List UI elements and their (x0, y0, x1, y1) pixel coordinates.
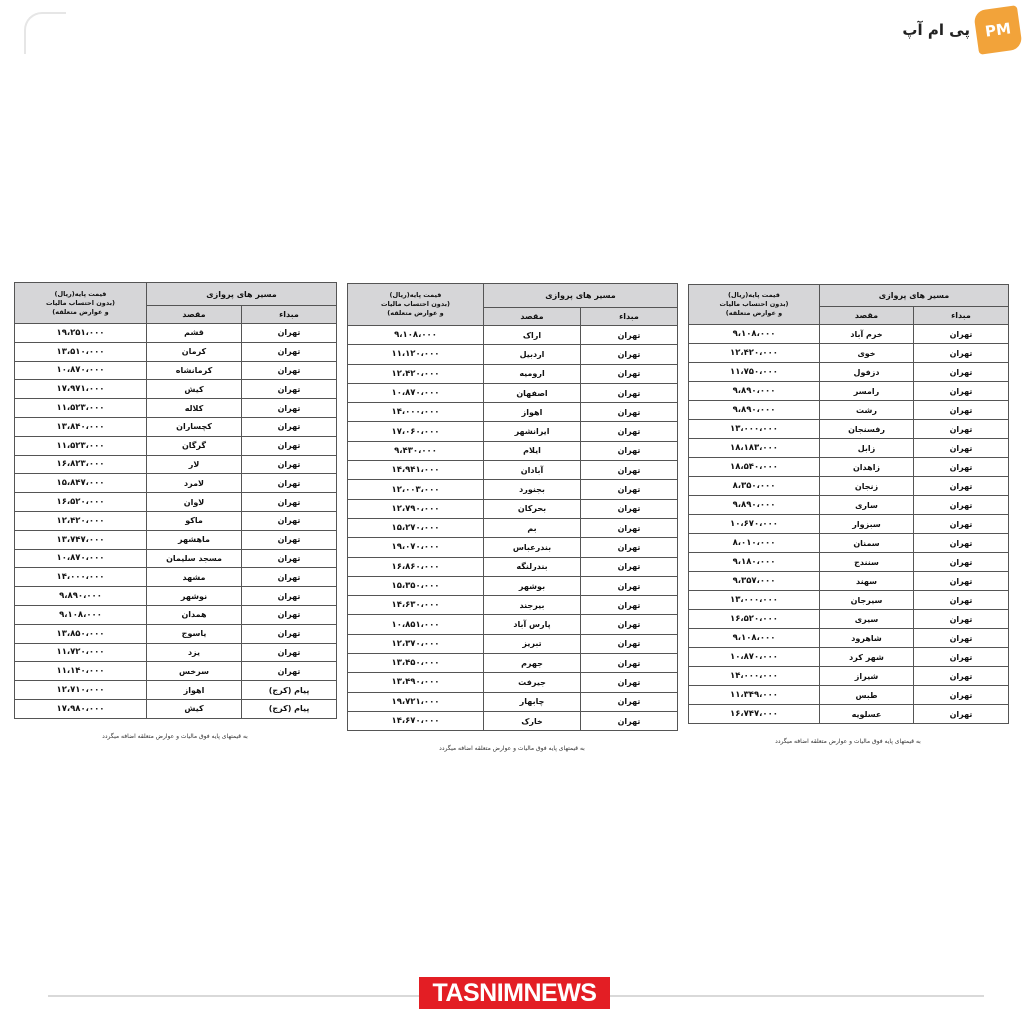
price-cell: ۱۴،۹۴۱،۰۰۰ (348, 461, 484, 480)
origin-cell: تهران (242, 605, 337, 624)
origin-cell: تهران (914, 344, 1009, 363)
price-cell: ۱۱،۵۲۳،۰۰۰ (15, 399, 147, 418)
origin-cell: تهران (242, 342, 337, 361)
origin-cell: تهران (581, 518, 678, 537)
destination-cell: کیش (147, 699, 242, 718)
price-cell: ۹،۸۹۰،۰۰۰ (689, 496, 820, 515)
table-row (689, 515, 1009, 534)
origin-cell: تهران (914, 705, 1009, 724)
destination-cell: ایرانشهر (484, 422, 581, 441)
brand-logo-text: PM (983, 19, 1013, 41)
table-row (348, 326, 678, 345)
table-row (15, 643, 337, 662)
origin-cell: پیام (کرج) (242, 681, 337, 700)
tasnim-news-logo: TASNIMNEWS (419, 977, 610, 1009)
table-row (689, 401, 1009, 420)
destination-cell: کرمان (147, 342, 242, 361)
price-cell: ۱۰،۸۷۰،۰۰۰ (348, 383, 484, 402)
origin-cell: تهران (242, 549, 337, 568)
price-cell: ۱۱،۷۲۰،۰۰۰ (15, 643, 147, 662)
destination-cell: ایلام (484, 441, 581, 460)
origin-cell: تهران (914, 496, 1009, 515)
fare-table-middle (347, 283, 677, 752)
origin-cell: تهران (914, 363, 1009, 382)
table-row (689, 553, 1009, 572)
destination-cell: خوی (820, 344, 914, 363)
origin-header: مبداء (914, 307, 1009, 325)
destination-cell: دزفول (820, 363, 914, 382)
table-row (15, 399, 337, 418)
origin-cell: تهران (581, 383, 678, 402)
destination-header: مقصد (820, 307, 914, 325)
table-row (689, 325, 1009, 344)
destination-cell: سبزوار (820, 515, 914, 534)
table-row (348, 441, 678, 460)
destination-cell: کلاله (147, 399, 242, 418)
origin-cell: تهران (581, 654, 678, 673)
origin-cell: تهران (242, 474, 337, 493)
origin-cell: تهران (242, 436, 337, 455)
table-row (15, 342, 337, 361)
routes-header: مسیر های پروازی (147, 283, 337, 306)
destination-cell: زابل (820, 439, 914, 458)
price-cell: ۹،۱۸۰،۰۰۰ (689, 553, 820, 572)
price-cell: ۱۳،۷۴۷،۰۰۰ (15, 530, 147, 549)
origin-cell: تهران (914, 610, 1009, 629)
price-cell: ۱۳،۸۵۰،۰۰۰ (15, 624, 147, 643)
price-cell: ۱۴،۰۰۰،۰۰۰ (15, 568, 147, 587)
destination-cell: رفسنجان (820, 420, 914, 439)
table-row (348, 615, 678, 634)
price-cell: ۱۶،۵۲۰،۰۰۰ (689, 610, 820, 629)
table-row (689, 420, 1009, 439)
table-row (689, 496, 1009, 515)
origin-cell: تهران (242, 662, 337, 681)
origin-cell: تهران (242, 324, 337, 343)
destination-cell: چابهار (484, 692, 581, 711)
destination-cell: بم (484, 518, 581, 537)
destination-cell: بجنورد (484, 480, 581, 499)
destination-cell: سرخس (147, 662, 242, 681)
table-row (15, 361, 337, 380)
destination-cell: آبادان (484, 461, 581, 480)
table-row (689, 477, 1009, 496)
origin-cell: تهران (914, 420, 1009, 439)
price-cell: ۱۳،۸۴۰،۰۰۰ (15, 417, 147, 436)
price-cell: ۹،۸۹۰،۰۰۰ (689, 401, 820, 420)
table-row (15, 587, 337, 606)
origin-cell: تهران (914, 382, 1009, 401)
destination-cell: ارومیه (484, 364, 581, 383)
destination-cell: زاهدان (820, 458, 914, 477)
table-row (15, 662, 337, 681)
price-cell: ۹،۱۰۸،۰۰۰ (15, 605, 147, 624)
origin-cell: تهران (914, 534, 1009, 553)
price-cell: ۱۲،۴۲۰،۰۰۰ (15, 511, 147, 530)
origin-cell: تهران (242, 643, 337, 662)
destination-cell: بیرجند (484, 596, 581, 615)
origin-cell: تهران (914, 686, 1009, 705)
price-cell: ۱۶،۷۴۷،۰۰۰ (689, 705, 820, 724)
origin-cell: تهران (914, 477, 1009, 496)
destination-cell: تبریز (484, 634, 581, 653)
table-row (689, 344, 1009, 363)
price-cell: ۱۹،۰۷۰،۰۰۰ (348, 538, 484, 557)
origin-cell: تهران (242, 417, 337, 436)
table-row (15, 530, 337, 549)
destination-cell: قشم (147, 324, 242, 343)
destination-cell: رشت (820, 401, 914, 420)
table-row (15, 455, 337, 474)
table-row (15, 493, 337, 512)
table-row (348, 654, 678, 673)
origin-cell: تهران (581, 441, 678, 460)
table-row (348, 403, 678, 422)
destination-cell: جهرم (484, 654, 581, 673)
price-cell: ۱۴،۰۰۰،۰۰۰ (348, 403, 484, 422)
origin-cell: تهران (242, 624, 337, 643)
price-cell: ۱۱،۷۵۰،۰۰۰ (689, 363, 820, 382)
origin-cell: تهران (914, 572, 1009, 591)
origin-cell: تهران (581, 538, 678, 557)
table-row (689, 591, 1009, 610)
price-cell: ۱۲،۰۰۳،۰۰۰ (348, 480, 484, 499)
origin-cell: تهران (581, 711, 678, 730)
price-cell: ۱۰،۶۷۰،۰۰۰ (689, 515, 820, 534)
price-cell: ۱۴،۶۳۰،۰۰۰ (348, 596, 484, 615)
destination-cell: کیش (147, 380, 242, 399)
destination-header: مقصد (147, 306, 242, 324)
origin-cell: تهران (581, 461, 678, 480)
table-row (15, 436, 337, 455)
destination-cell: کچساران (147, 417, 242, 436)
origin-cell: تهران (914, 439, 1009, 458)
destination-cell: سیری (820, 610, 914, 629)
destination-cell: بحرکان (484, 499, 581, 518)
destination-cell: اهواز (147, 681, 242, 700)
table-row (348, 538, 678, 557)
table-row (15, 380, 337, 399)
destination-cell: سمنان (820, 534, 914, 553)
table-row (348, 692, 678, 711)
destination-cell: شهر کرد (820, 648, 914, 667)
origin-cell: تهران (581, 615, 678, 634)
origin-cell: تهران (914, 667, 1009, 686)
table-row (15, 624, 337, 643)
table-row (348, 480, 678, 499)
destination-cell: اراک (484, 326, 581, 345)
table-row (689, 439, 1009, 458)
table-row (689, 667, 1009, 686)
destination-cell: ماکو (147, 511, 242, 530)
table-row (348, 345, 678, 364)
table-row (689, 648, 1009, 667)
price-cell: ۱۴،۶۷۰،۰۰۰ (348, 711, 484, 730)
table-row (348, 673, 678, 692)
price-cell: ۱۲،۴۲۰،۰۰۰ (348, 364, 484, 383)
price-cell: ۱۵،۸۴۷،۰۰۰ (15, 474, 147, 493)
table-row (348, 499, 678, 518)
table-row (689, 458, 1009, 477)
table-row (15, 605, 337, 624)
table-body (348, 326, 678, 731)
price-cell: ۱۰،۸۷۰،۰۰۰ (689, 648, 820, 667)
origin-cell: تهران (242, 455, 337, 474)
destination-cell: یاسوج (147, 624, 242, 643)
destination-cell: لار (147, 455, 242, 474)
origin-cell: تهران (581, 557, 678, 576)
destination-cell: پارس آباد (484, 615, 581, 634)
origin-cell: تهران (242, 587, 337, 606)
price-cell: ۱۸،۵۴۰،۰۰۰ (689, 458, 820, 477)
destination-cell: گرگان (147, 436, 242, 455)
table-row (15, 549, 337, 568)
price-cell: ۱۴،۰۰۰،۰۰۰ (689, 667, 820, 686)
origin-cell: پیام (کرج) (242, 699, 337, 718)
origin-cell: تهران (914, 553, 1009, 572)
table-body (689, 325, 1009, 724)
destination-cell: مسجد سلیمان (147, 549, 242, 568)
table-row (348, 422, 678, 441)
destination-cell: ماهشهر (147, 530, 242, 549)
price-cell: ۹،۳۵۷،۰۰۰ (689, 572, 820, 591)
table-row (689, 686, 1009, 705)
price-cell: ۹،۴۳۰،۰۰۰ (348, 441, 484, 460)
origin-cell: تهران (914, 401, 1009, 420)
destination-cell: ساری (820, 496, 914, 515)
table-footnote: به قیمتهای پایه فوق مالیات و عوارض متعلقه اضافه میگردد (439, 745, 585, 753)
price-cell: ۱۷،۹۷۱،۰۰۰ (15, 380, 147, 399)
origin-header: مبداء (581, 308, 678, 326)
table-row (15, 568, 337, 587)
destination-cell: کرمانشاه (147, 361, 242, 380)
origin-cell: تهران (581, 345, 678, 364)
destination-cell: شیراز (820, 667, 914, 686)
destination-cell: سنندج (820, 553, 914, 572)
price-cell: ۱۷،۹۸۰،۰۰۰ (15, 699, 147, 718)
table-row (15, 511, 337, 530)
table-row (348, 518, 678, 537)
origin-cell: تهران (914, 629, 1009, 648)
origin-cell: تهران (914, 648, 1009, 667)
price-header: قیمت پایه(ریال) (بدون احتساب مالیات و عوارض متعلقه) (689, 285, 820, 325)
origin-cell: تهران (581, 364, 678, 383)
destination-cell: همدان (147, 605, 242, 624)
table-row (689, 629, 1009, 648)
price-cell: ۱۱،۳۴۹،۰۰۰ (689, 686, 820, 705)
destination-cell: مشهد (147, 568, 242, 587)
destination-cell: بندرعباس (484, 538, 581, 557)
origin-cell: تهران (242, 568, 337, 587)
price-cell: ۱۱،۱۴۰،۰۰۰ (15, 662, 147, 681)
destination-cell: یزد (147, 643, 242, 662)
origin-cell: تهران (242, 493, 337, 512)
destination-header: مقصد (484, 308, 581, 326)
table-row (348, 576, 678, 595)
origin-cell: تهران (914, 591, 1009, 610)
table-row (689, 610, 1009, 629)
origin-cell: تهران (581, 499, 678, 518)
routes-header: مسیر های پروازی (820, 285, 1009, 307)
destination-cell: رامسر (820, 382, 914, 401)
price-cell: ۱۰،۸۵۱،۰۰۰ (348, 615, 484, 634)
price-cell: ۱۸،۱۸۳،۰۰۰ (689, 439, 820, 458)
price-cell: ۱۰،۸۷۰،۰۰۰ (15, 549, 147, 568)
price-cell: ۱۱،۵۲۳،۰۰۰ (15, 436, 147, 455)
price-cell: ۱۳،۰۰۰،۰۰۰ (689, 591, 820, 610)
routes-header: مسیر های پروازی (484, 284, 678, 308)
price-cell: ۹،۸۹۰،۰۰۰ (15, 587, 147, 606)
price-cell: ۹،۱۰۸،۰۰۰ (689, 629, 820, 648)
origin-cell: تهران (914, 458, 1009, 477)
price-cell: ۱۲،۳۷۰،۰۰۰ (348, 634, 484, 653)
origin-cell: تهران (914, 515, 1009, 534)
origin-cell: تهران (242, 399, 337, 418)
price-cell: ۹،۱۰۸،۰۰۰ (689, 325, 820, 344)
destination-cell: شاهرود (820, 629, 914, 648)
price-cell: ۹،۸۹۰،۰۰۰ (689, 382, 820, 401)
price-cell: ۱۹،۲۵۱،۰۰۰ (15, 324, 147, 343)
table-row (15, 324, 337, 343)
destination-cell: زنجان (820, 477, 914, 496)
price-cell: ۱۲،۴۲۰،۰۰۰ (689, 344, 820, 363)
fare-table-right (688, 284, 1008, 745)
origin-cell: تهران (581, 596, 678, 615)
origin-cell: تهران (914, 325, 1009, 344)
price-header: قیمت پایه(ریال) (بدون احتساب مالیات و عوارض متعلقه) (348, 284, 484, 326)
origin-cell: تهران (581, 576, 678, 595)
table-row (689, 363, 1009, 382)
price-cell: ۹،۱۰۸،۰۰۰ (348, 326, 484, 345)
origin-cell: تهران (581, 422, 678, 441)
destination-cell: عسلویه (820, 705, 914, 724)
price-cell: ۱۱،۱۲۰،۰۰۰ (348, 345, 484, 364)
destination-cell: بوشهر (484, 576, 581, 595)
origin-cell: تهران (242, 511, 337, 530)
table-row (348, 634, 678, 653)
price-cell: ۱۵،۳۵۰،۰۰۰ (348, 576, 484, 595)
destination-cell: طبس (820, 686, 914, 705)
table-row (348, 461, 678, 480)
price-cell: ۱۶،۵۲۰،۰۰۰ (15, 493, 147, 512)
fare-table-left (14, 282, 336, 740)
fare-table (688, 284, 1009, 724)
table-footnote: به قیمتهای پایه فوق مالیات و عوارض متعلقه اضافه میگردد (775, 738, 921, 745)
origin-cell: تهران (581, 692, 678, 711)
origin-header: مبداء (242, 306, 337, 324)
destination-cell: لامرد (147, 474, 242, 493)
fare-table (14, 282, 337, 719)
table-row (15, 681, 337, 700)
table-footnote: به قیمتهای پایه فوق مالیات و عوارض متعلقه اضافه میگردد (102, 732, 248, 740)
price-cell: ۱۷،۰۶۰،۰۰۰ (348, 422, 484, 441)
pmup-brand (902, 2, 1020, 58)
origin-cell: تهران (581, 326, 678, 345)
table-row (348, 383, 678, 402)
origin-cell: تهران (581, 673, 678, 692)
destination-cell: اهواز (484, 403, 581, 422)
price-cell: ۱۵،۲۷۰،۰۰۰ (348, 518, 484, 537)
destination-cell: بندرلنگه (484, 557, 581, 576)
destination-cell: سیرجان (820, 591, 914, 610)
fare-table (347, 283, 678, 731)
price-cell: ۱۲،۷۹۰،۰۰۰ (348, 499, 484, 518)
frame-corner-decoration (24, 12, 66, 54)
price-cell: ۱۶،۸۲۳،۰۰۰ (15, 455, 147, 474)
price-cell: ۱۲،۷۱۰،۰۰۰ (15, 681, 147, 700)
brand-name: پی ام آپ (902, 21, 970, 39)
origin-cell: تهران (242, 380, 337, 399)
price-cell: ۱۳،۰۰۰،۰۰۰ (689, 420, 820, 439)
table-row (15, 474, 337, 493)
price-cell: ۱۹،۷۲۱،۰۰۰ (348, 692, 484, 711)
price-cell: ۱۰،۸۷۰،۰۰۰ (15, 361, 147, 380)
table-row (689, 382, 1009, 401)
table-row (348, 557, 678, 576)
destination-cell: اردبیل (484, 345, 581, 364)
destination-cell: خرم آباد (820, 325, 914, 344)
table-body (15, 324, 337, 719)
origin-cell: تهران (581, 634, 678, 653)
price-cell: ۸،۰۱۰،۰۰۰ (689, 534, 820, 553)
table-row (15, 417, 337, 436)
destination-cell: نوشهر (147, 587, 242, 606)
table-row (15, 699, 337, 718)
origin-cell: تهران (242, 530, 337, 549)
table-row (348, 711, 678, 730)
destination-cell: خارک (484, 711, 581, 730)
price-cell: ۸،۳۵۰،۰۰۰ (689, 477, 820, 496)
pmup-logo-icon (973, 5, 1023, 55)
destination-cell: اصفهان (484, 383, 581, 402)
table-row (689, 572, 1009, 591)
destination-cell: جیرفت (484, 673, 581, 692)
table-row (689, 534, 1009, 553)
price-cell: ۱۶،۸۶۰،۰۰۰ (348, 557, 484, 576)
destination-cell: لاوان (147, 493, 242, 512)
price-cell: ۱۳،۴۵۰،۰۰۰ (348, 654, 484, 673)
price-header: قیمت پایه(ریال) (بدون احتساب مالیات و عوارض متعلقه) (15, 283, 147, 324)
table-row (348, 596, 678, 615)
table-row (348, 364, 678, 383)
origin-cell: تهران (581, 480, 678, 499)
origin-cell: تهران (242, 361, 337, 380)
table-row (689, 705, 1009, 724)
price-cell: ۱۳،۴۹۰،۰۰۰ (348, 673, 484, 692)
destination-cell: سهند (820, 572, 914, 591)
origin-cell: تهران (581, 403, 678, 422)
price-cell: ۱۳،۵۱۰،۰۰۰ (15, 342, 147, 361)
